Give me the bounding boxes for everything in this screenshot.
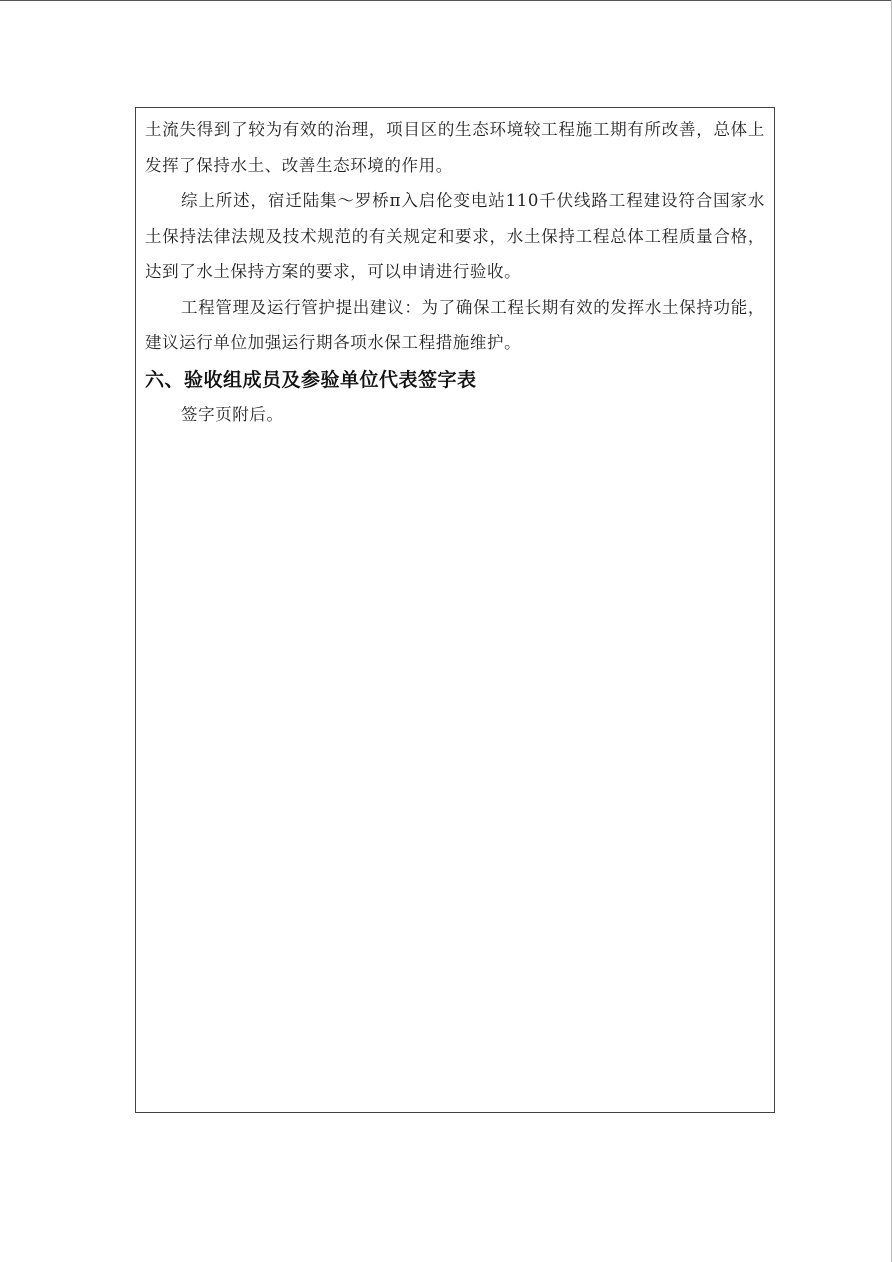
section-heading: 六、验收组成员及参验单位代表签字表 [145,368,477,391]
page-top-edge [0,0,892,1]
document-frame [135,107,775,1113]
paragraph-continuation: 土流失得到了较为有效的治理，项目区的生态环境较工程施工期有所改善，总体上发挥了保持水土、改善生态环境的作用。 [145,120,765,175]
signature-note: 签字页附后。 [181,404,284,424]
document-content [145,112,765,432]
paragraph-conclusion: 综上所述，宿迁陆集～罗桥π入启伦变电站110千伏线路工程建设符合国家水土保持法律法规及技术规范的有关规定和要求，水土保持工程总体工程质量合格，达到了水土保持方案的要求，可以申请进行验收。 [145,191,765,281]
paragraph-recommendation: 工程管理及运行管护提出建议：为了确保工程长期有效的发挥水土保持功能，建议运行单位加强运行期各项水保工程措施维护。 [145,297,765,352]
